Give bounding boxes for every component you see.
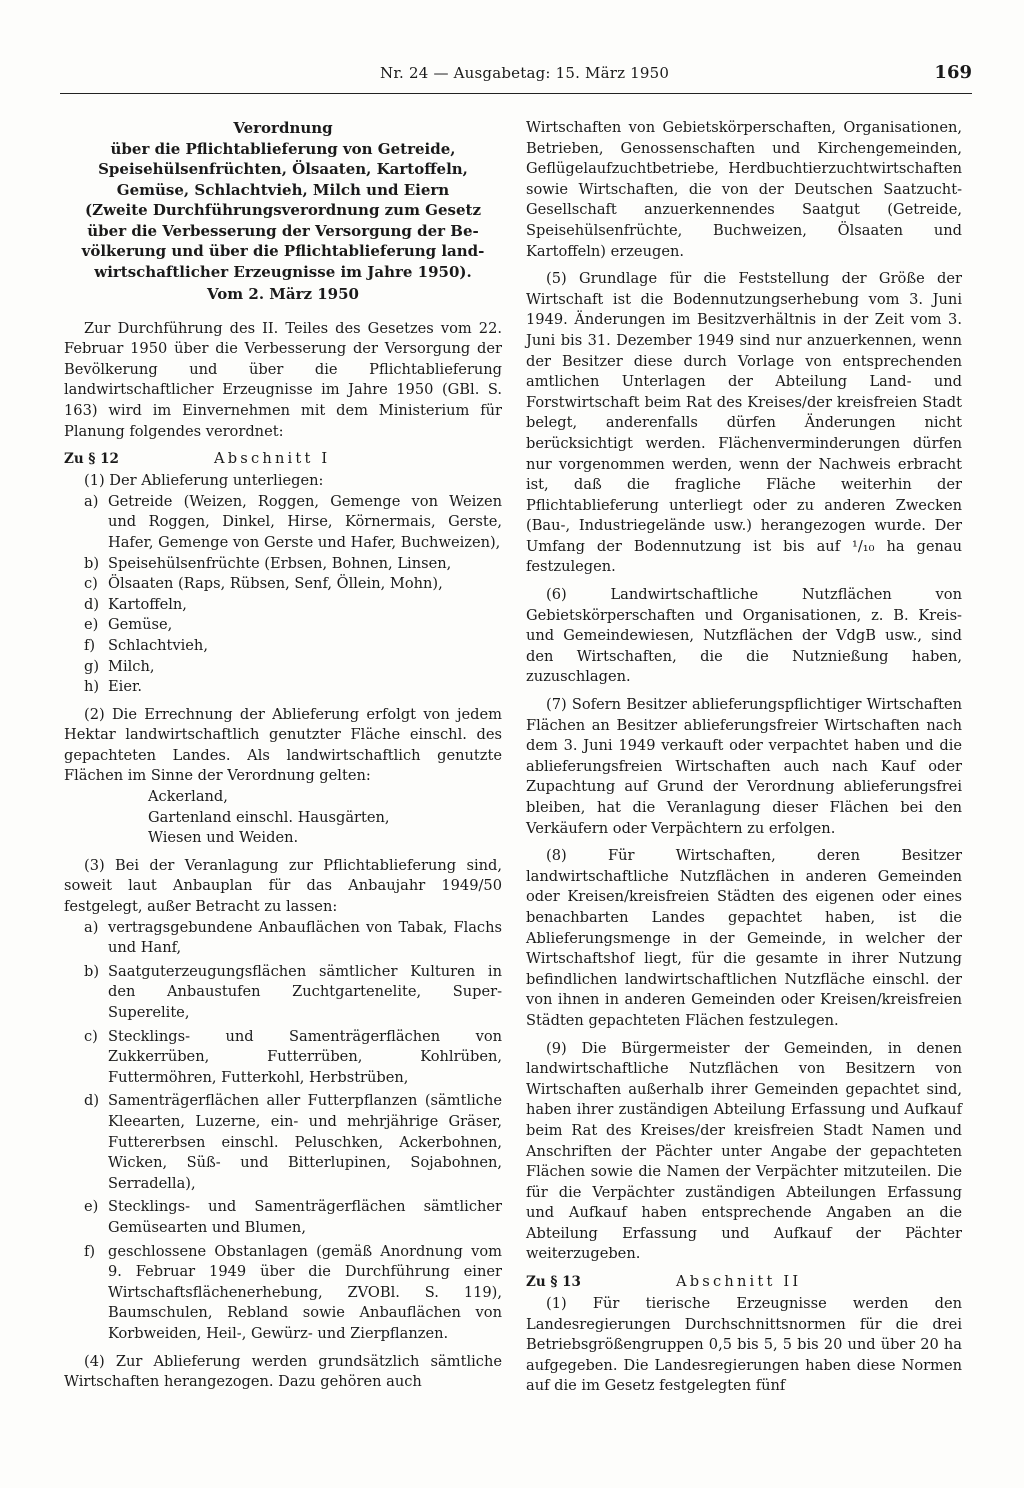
paragraph-5: (5) Grundlage für die Feststellung der Größe der Wirtschaft ist die Bodennutzungserhebung vom 3. Juni 1949. Änderungen im Besitzverhältnis in der Zeit vom 3. Juni bis 31. Dezember 1949 sind nur anzuerkennen, wenn der Besitzer diese durch Vorlage von entsprechenden amtlichen Unterlagen der Abteilung Land- und Forstwirtschaft beim Rat des Kreises/der kreisfreien Stadt belegt, anderenfalls dürfen Änderungen nicht berücksichtigt werden. Flächenverminderungen dürfen nur vorgenommen werden, wenn der Nachweis erbracht ist, daß die fragliche Fläche weiterhin der Pflichtablieferung unterliegt oder zu anderen Zwecken (Bau-, Industriegelände usw.) herangezogen wurde. Der Umfang der Bodennutzung ist bis auf ¹/₁₀ ha genau festzulegen. <box>526 270 962 576</box>
item-label: a) <box>84 918 99 936</box>
title-line: Gemüse, Schlachtvieh, Milch und Eiern <box>116 180 450 199</box>
item-label: f) <box>84 1242 96 1260</box>
item-label: c) <box>84 1027 98 1045</box>
item-text: vertragsgebundene Anbauflächen von Tabak, Flachs und Hanf, <box>108 918 502 957</box>
item-label: b) <box>84 962 100 980</box>
item-text: geschlossene Obstanlagen (gemäß Anordnung vom 9. Februar 1949 über die Durchführung einer Wirtschaftsflächenerhebung, ZVOBl. S. 119), Baumschulen, Rebland sowie Anbauflächen von Korbweiden, Heil-, Gewürz- und Zierpflanzen. <box>108 1242 502 1342</box>
list-delivery-items <box>64 492 502 698</box>
item-text: Schlachtvieh, <box>108 636 208 654</box>
section-heading <box>526 1272 962 1294</box>
section-reference: Zu § 12 <box>64 451 119 468</box>
list-item <box>64 615 502 636</box>
list-item <box>64 636 502 657</box>
item-label: c) <box>84 575 98 593</box>
item-label: e) <box>84 616 99 634</box>
page-header <box>60 62 972 90</box>
ordinance-date: Vom 2. März 1950 <box>207 285 359 303</box>
issue-line: Nr. 24 — Ausgabetag: 15. März 1950 <box>380 64 670 82</box>
title-line: über die Pflichtablieferung von Getreide, <box>110 139 456 158</box>
item-text: Ölsaaten (Raps, Rübsen, Senf, Öllein, Mohn), <box>108 575 443 593</box>
list-item <box>64 918 502 959</box>
item-text: Kartoffeln, <box>108 595 187 613</box>
list-item <box>64 677 502 698</box>
list-item <box>64 962 502 1024</box>
paragraph-6: (6) Landwirtschaftliche Nutzflächen von Gebietskörperschaften und Organisationen, z. B. Kreis- und Gemeindewiesen, Nutzflächen der VdgB usw., sind den Wirtschaften, die die Nutznießung haben, zuzuschlagen. <box>526 586 962 686</box>
paragraph-2: (2) Die Errechnung der Ablieferung erfolgt von jedem Hektar landwirtschaftlich genutzter Fläche einschl. des gepachteten Landes. Als landwirtschaftlich genutzte Flächen im Sinne der Verordnung gelten: <box>64 705 502 785</box>
item-text: Stecklings- und Samenträgerflächen von Zukkerrüben, Futterrüben, Kohlrüben, Futtermöhren, Futterkohl, Herbstrüben, <box>108 1027 502 1086</box>
item-text: Getreide (Weizen, Roggen, Gemenge von Weizen und Roggen, Dinkel, Hirse, Körnermais, Gerste, Hafer, Gemenge von Gerste und Hafer, Buchweizen), <box>108 492 502 551</box>
list-item <box>64 492 502 554</box>
title-line: (Zweite Durchführungsverordnung zum Gesetz <box>85 201 481 219</box>
list-item <box>64 657 502 678</box>
title-line: über die Verbesserung der Versorgung der Be- <box>87 221 479 240</box>
section-title: Abschnitt II <box>676 1273 802 1291</box>
item-text: Samenträgerflächen aller Futterpflanzen (sämtliche Kleearten, Luzerne, ein- und mehrjährige Gräser, Futtererbsen einschl. Peluschken, Ackerbohnen, Wicken, Süß- und Bitterlupinen, Sojabohnen, Serradella), <box>108 1092 502 1192</box>
list-item <box>64 595 502 616</box>
section-2-paragraph-1: (1) Für tierische Erzeugnisse werden den Landesregierungen Durchschnittsnormen für die drei Betriebsgrößengruppen 0,5 bis 5, 5 bis 20 und über 20 ha aufgegeben. Die Landesregierungen haben diese Normen auf die im Gesetz festgelegten fünf <box>526 1295 962 1395</box>
list-item <box>64 574 502 595</box>
title-line: Speisehülsenfrüchten, Ölsaaten, Kartoffeln, <box>98 160 468 178</box>
paragraph-3: (3) Bei der Veranlagung zur Pflichtablieferung sind, soweit laut Anbauplan für das Anbaujahr 1949/50 festgelegt, außer Betracht zu lassen: <box>64 856 502 916</box>
item-label: f) <box>84 636 96 654</box>
list-item <box>64 1197 502 1238</box>
item-text: Saatguterzeugungsflächen sämtlicher Kulturen in den Anbaustufen Zuchtgartenelite, Super-Superelite, <box>108 962 502 1021</box>
page-number: 169 <box>934 62 972 83</box>
item-label: b) <box>84 554 100 572</box>
land-type: Ackerland, <box>148 788 228 806</box>
list-item <box>64 1242 502 1345</box>
list-item <box>64 1091 502 1194</box>
item-label: g) <box>84 657 100 675</box>
section-heading <box>64 449 502 471</box>
item-label: d) <box>84 1092 100 1110</box>
list-item <box>64 554 502 575</box>
item-label: a) <box>84 492 99 510</box>
title-line: wirtschaftlicher Erzeugnisse im Jahre 1950). <box>94 262 472 281</box>
list-exempt-areas <box>64 918 502 1345</box>
paragraph-8: (8) Für Wirtschaften, deren Besitzer landwirtschaftliche Nutzflächen in anderen Gemeinden oder Kreisen/kreisfreien Städten des eigenen oder eines benachbarten Landes gepachtet haben, ist die Ablieferungsmenge in der Gemeinde, in welcher der Wirtschaftshof liegt, für die gesamte in ihrer Nutzung befindlichen landwirtschaftlichen Nutzfläche einschl. der von ihnen in anderen Gemeinden oder Kreisen/kreisfreien Städten gepachteten Flächen festzulegen. <box>526 847 962 1029</box>
title-line: Verordnung <box>233 119 333 137</box>
paragraph-9: (9) Die Bürgermeister der Gemeinden, in denen landwirtschaftliche Nutzflächen von Besitzern von Wirtschaften außerhalb ihrer Gemeinden gepachtet sind, haben ihrer zuständigen Abteilung Erfassung und Aufkauf beim Rat des Kreises/der kreisfreien Stadt Namen und Anschriften der Pächter unter Angabe der gepachteten Flächen sowie die Namen der Verpächter mitzuteilen. Die für die Verpächter zuständigen Abteilungen Erfassung und Aufkauf haben entsprechende Angaben an die Abteilung Erfassung und Aufkauf der Pächter weiterzugeben. <box>526 1039 962 1263</box>
item-text: Gemüse, <box>108 616 173 634</box>
item-label: h) <box>84 678 100 696</box>
paragraph-7: (7) Sofern Besitzer ablieferungspflichtiger Wirtschaften Flächen an Besitzer ablieferungsfreier Wirtschaften nach dem 3. Juni 1949 verkauft oder verpachtet haben und die ablieferungsfreien Wirtschaften auch nach Kauf oder Zupachtung auf Grund der Verordnung ablieferungsfrei bleiben, hat die Veranlagung dieser Flächen bei den Verkäufern oder Verpächtern zu erfolgen. <box>526 696 962 837</box>
item-text: Stecklings- und Samenträgerflächen sämtlicher Gemüsearten und Blumen, <box>108 1198 502 1236</box>
land-type: Wiesen und Weiden. <box>148 829 299 847</box>
item-label: d) <box>84 595 100 613</box>
list-item <box>64 1027 502 1089</box>
paragraph-1: (1) Der Ablieferung unterliegen: <box>84 472 324 490</box>
paragraph-4-continued: Wirtschaften von Gebietskörperschaften, Organisationen, Betrieben, Genossenschaften und Kirchengemeinden, Geflügelaufzuchtbetriebe, Herdbuchtierzuchtwirtschaften sowie Wirtschaften, die von der Deutschen Saatzucht-Gesellschaft anzuerkennendes Saatgut (Getreide, Speisehülsenfrüchte, Buchweizen, Ölsaaten und Kartoffeln) erzeugen. <box>526 119 962 260</box>
item-text: Speisehülsenfrüchte (Erbsen, Bohnen, Linsen, <box>108 554 452 572</box>
intro-paragraph: Zur Durchführung des II. Teiles des Gesetzes vom 22. Februar 1950 über die Verbesserung der Versorgung der Bevölkerung und über die Pflichtablieferung landwirtschaftlicher Erzeugnisse im Jahre 1950 (GBl. S. 163) wird im Einvernehmen mit dem Ministerium für Planung folgendes verordnet: <box>64 319 502 440</box>
land-types-list <box>64 787 502 849</box>
section-reference: Zu § 13 <box>526 1274 581 1291</box>
paragraph-4: (4) Zur Ablieferung werden grundsätzlich sämtliche Wirtschaften herangezogen. Dazu gehören auch <box>64 1352 502 1391</box>
land-type: Gartenland einschl. Hausgärten, <box>148 808 390 826</box>
section-title: Abschnitt I <box>214 450 331 468</box>
item-text: Milch, <box>108 657 155 675</box>
ordinance-title <box>64 118 502 282</box>
title-line: völkerung und über die Pflichtablieferung land- <box>81 242 485 260</box>
item-label: e) <box>84 1198 99 1216</box>
item-text: Eier. <box>108 678 142 696</box>
left-column <box>64 118 502 1400</box>
right-column <box>526 118 962 1404</box>
header-rule <box>60 93 972 94</box>
